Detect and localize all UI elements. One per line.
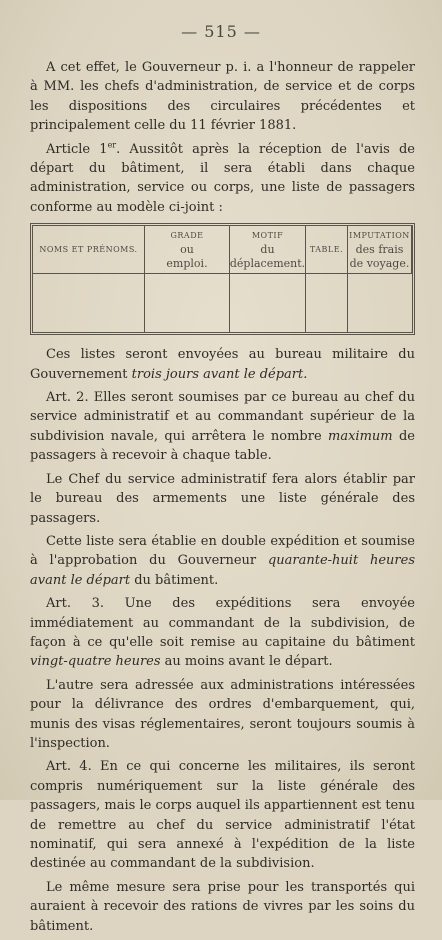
passenger-list-model-table — [30, 223, 415, 335]
paragraph-article-4: Art. 4. En ce qui concerne les militaires, ils seront compris numériquement sur la liste générale des passagers, mais le corps auquel ils appartiennent est tenu de remettre au chef du service administratif l'état nominatif, qui sera annexé à l'expédition de la liste destinée au commandant de la subdivision. — [30, 759, 415, 872]
table-header-table: TABLE. — [306, 226, 348, 274]
table-header-motif: MOTIF du déplacement. — [230, 226, 306, 274]
table-cell-empty — [230, 274, 306, 332]
table-header-names: NOMS ET PRÉNOMS. — [33, 226, 145, 274]
document-body — [30, 58, 415, 940]
table-cell-empty — [348, 274, 412, 332]
paragraph-double-expedition: Cette liste sera établie en double expédition et soumise à l'approbation du Gouverneur quarante-huit heures avant le départ du bâtiment. — [30, 533, 415, 588]
emphasis-twenty-four-hours: vingt-quatre heures — [30, 654, 161, 670]
article-1-text: . Aussitôt après la réception de l'avis de départ du bâtiment, il sera établi dans chaque administration, service ou corps, une liste de passagers conforme au modèle ci-joint : — [30, 141, 415, 215]
table-cell-empty — [145, 274, 230, 332]
paragraph-transported: Le même mesure sera prise pour les transportés qui auraient à recevoir des rations de vivres par les soins du bâtiment. — [30, 879, 415, 934]
emphasis-forty-eight-hours: quarante-huit heures avant le départ — [30, 553, 415, 588]
article-1-superscript: er — [107, 140, 117, 150]
table-header-imputation: IMPUTATION des frais de voyage. — [348, 226, 412, 274]
table-cell-empty — [33, 274, 145, 332]
paragraph-lists-sent: Ces listes seront envoyées au bureau militaire du Gouvernement trois jours avant le départ. — [30, 347, 415, 382]
table-cell-empty — [306, 274, 348, 332]
emphasis-three-days: trois jours avant le départ. — [131, 366, 308, 382]
paragraph-article-1 — [30, 140, 415, 218]
paragraph-chef-service: Le Chef du service administratif fera alors établir par le bureau des armements une liste générale des passagers. — [30, 471, 415, 526]
paragraph-article-2: Art. 2. Elles seront soumises par ce bureau au chef du service administratif et au commandant supérieur de la subdivision navale, qui arrêtera le nombre maximum de passagers à recevoir à chaque table. — [30, 390, 415, 464]
table-header-grade: GRADE ou emploi. — [145, 226, 230, 274]
article-1-lead: Article 1 — [46, 141, 108, 157]
emphasis-maximum: maximum — [328, 428, 393, 444]
paragraph-intro: A cet effet, le Gouverneur p. i. a l'honneur de rappeler à MM. les chefs d'administration, de service et de corps les dispositions des circulaires précédentes et principalement celle du 11 février 1881. — [30, 60, 415, 134]
page-number: — 515 — — [181, 22, 261, 41]
paragraph-article-3: Art. 3. Une des expéditions sera envoyée immédiatement au commandant de la subdivision, de façon à ce qu'elle soit remise au capitaine du bâtiment vingt-quatre heures au moins avant le départ. — [30, 596, 415, 670]
paragraph-other-expedition: L'autre sera adressée aux administrations intéressées pour la délivrance des ordres d'embarquement, qui, munis des visas réglementaires, seront toujours soumis à l'inspection. — [30, 677, 415, 751]
